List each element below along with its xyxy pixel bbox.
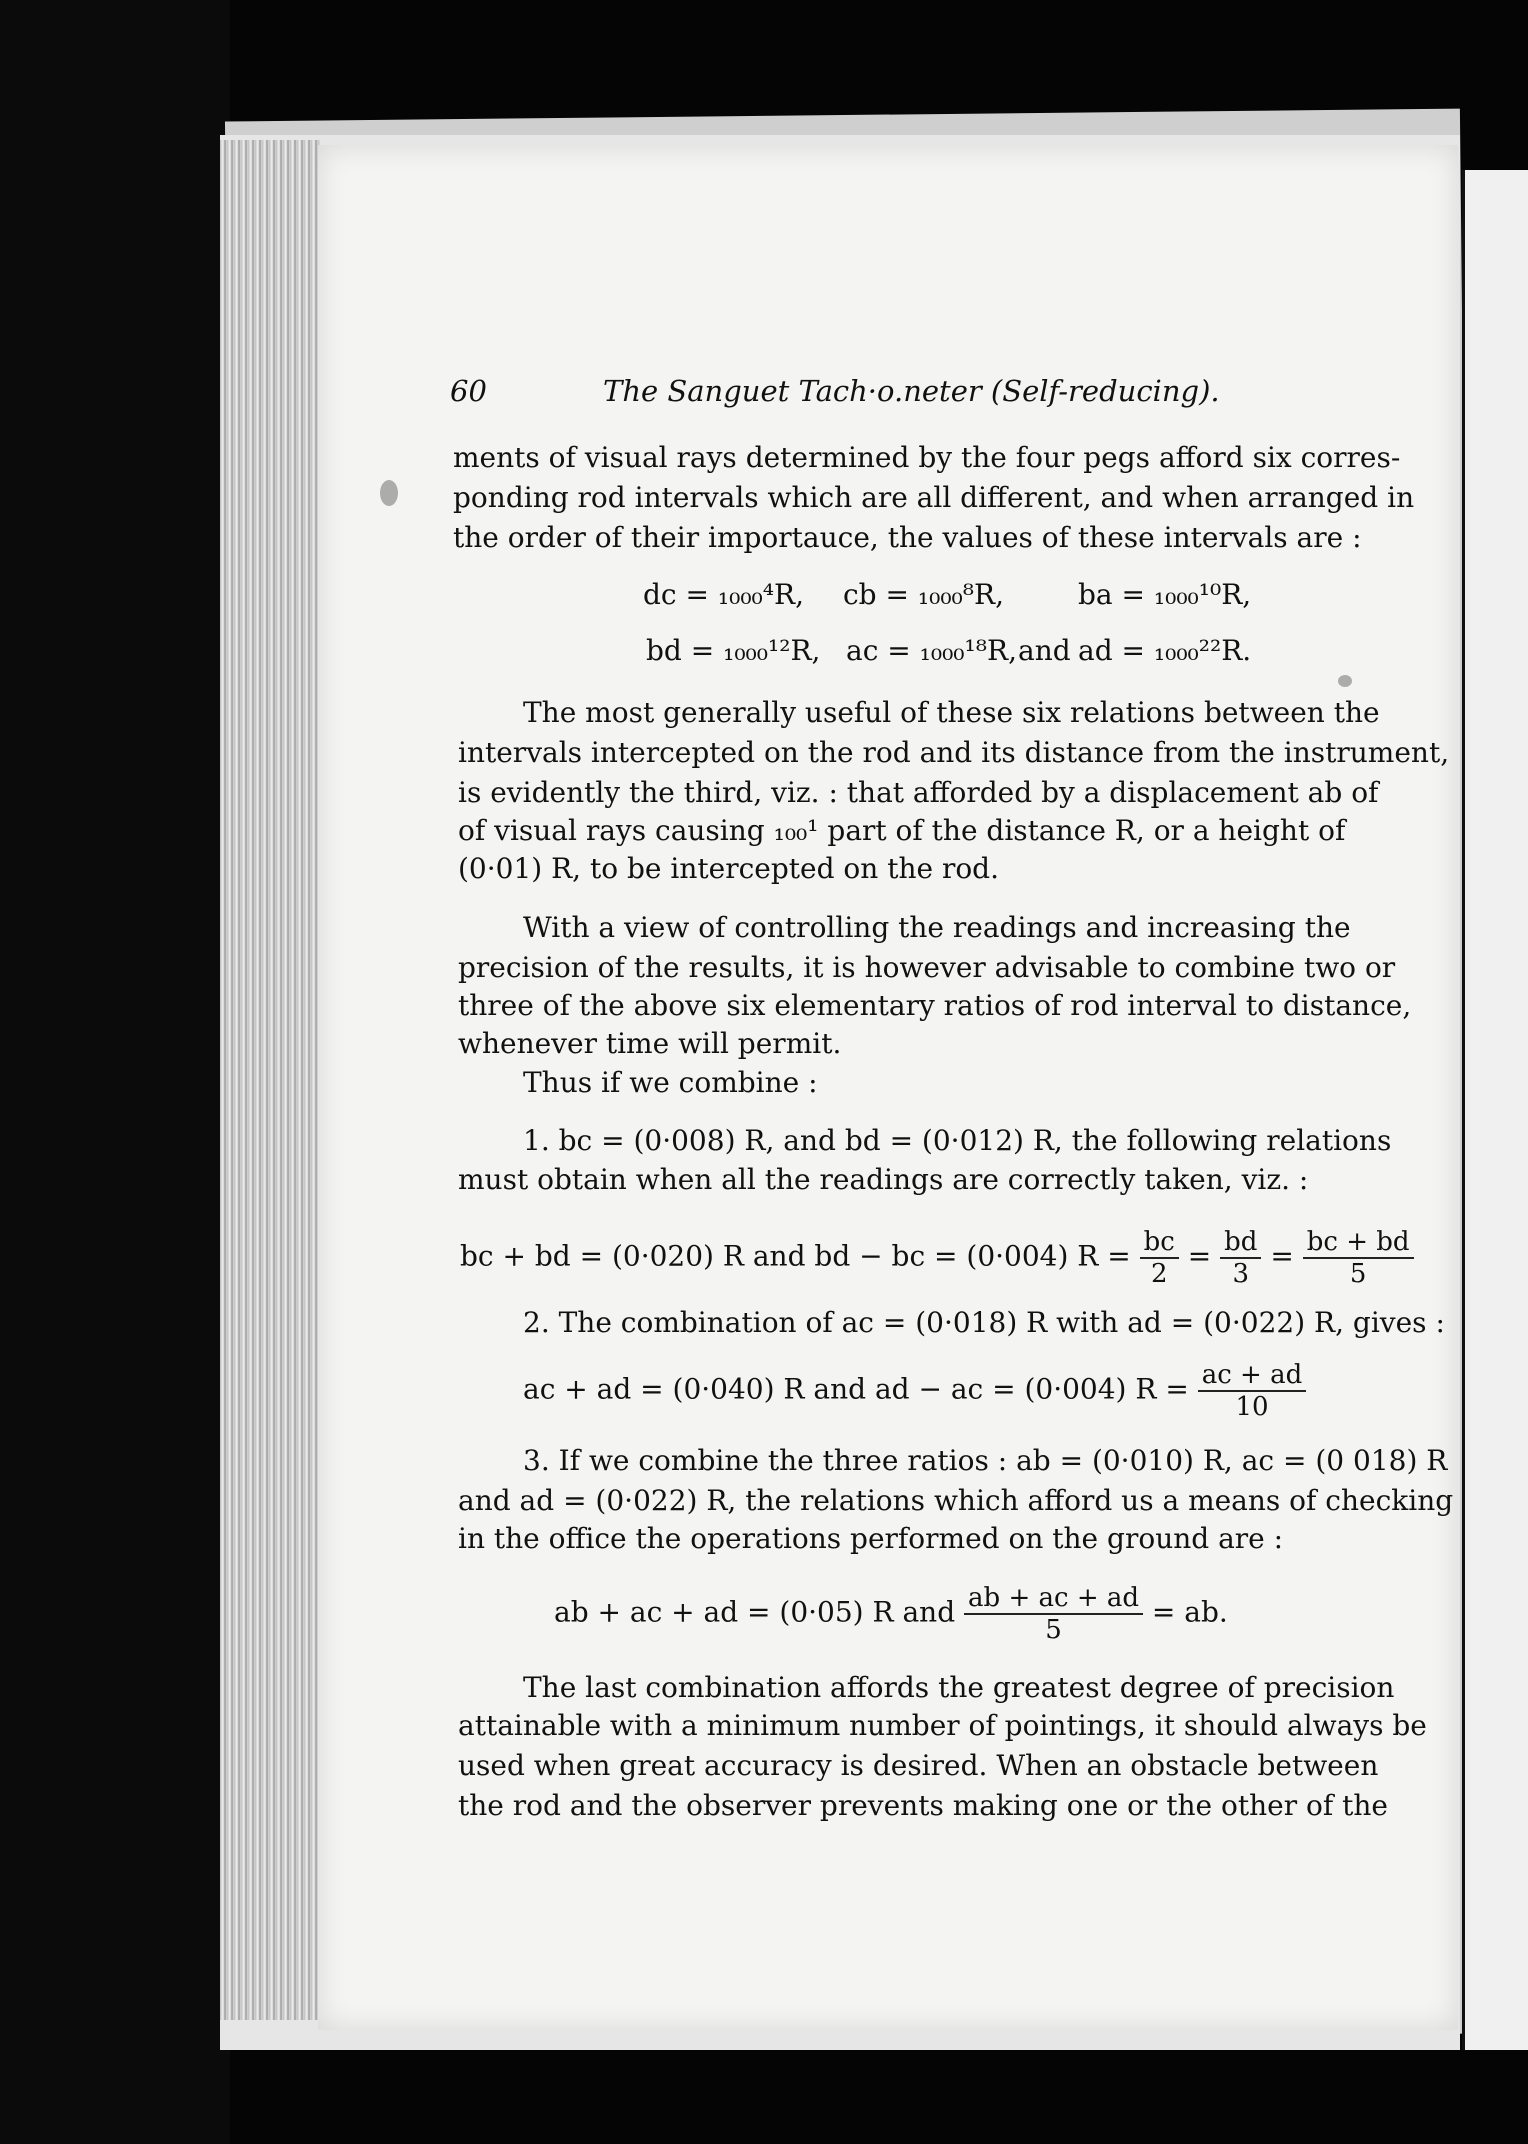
text-line: must obtain when all the readings are correctly taken, viz. : bbox=[458, 1163, 1309, 1196]
equation-4-left: ac + ad = (0·040) R and ad − ac = (0·004) R = bbox=[523, 1372, 1189, 1406]
text-line: With a view of controlling the readings and increasing the bbox=[523, 911, 1351, 944]
text-line: ments of visual rays determined by the four pegs afford six corres- bbox=[453, 441, 1401, 474]
page-edges bbox=[220, 140, 320, 2020]
book-page bbox=[318, 145, 1458, 2030]
equation-3: bc + bd = (0·020) R and bd − bc = (0·004) R = $\frac{bc}{2}$ = $\frac{bd}{3}$ = $\frac{bc + bd}{5}$ bbox=[460, 1227, 1414, 1289]
text-line: intervals intercepted on the rod and its distance from the instrument, bbox=[458, 736, 1450, 769]
book-spine-shadow bbox=[0, 0, 230, 2144]
equation-ba: ba = ₁₀₀₀¹⁰R, bbox=[1078, 578, 1252, 611]
ink-blot bbox=[1338, 675, 1352, 687]
text-line: in the office the operations performed on the ground are : bbox=[458, 1522, 1284, 1555]
equation-cb: cb = ₁₀₀₀⁸R, bbox=[843, 578, 1004, 611]
fraction-bc-2: $\frac{bc}{2}$ bbox=[1140, 1227, 1179, 1289]
text-line: the order of their importauce, the values of these intervals are : bbox=[453, 521, 1362, 554]
fraction-bd-3: $\frac{bd}{3}$ bbox=[1220, 1227, 1261, 1289]
thus-line: Thus if we combine : bbox=[523, 1066, 818, 1099]
ink-blot bbox=[380, 480, 398, 506]
equation-3-left: bc + bd = (0·020) R and bd − bc = (0·004) R = bbox=[460, 1239, 1131, 1273]
text-line: precision of the results, it is however advisable to combine two or bbox=[458, 951, 1396, 984]
equation-ac: ac = ₁₀₀₀¹⁸R, bbox=[846, 634, 1017, 667]
equation-5-right: = ab. bbox=[1151, 1595, 1228, 1629]
fraction-bc-bd-5: $\frac{bc + bd}{5}$ bbox=[1303, 1227, 1414, 1289]
text-line: 1. bc = (0·008) R, and bd = (0·012) R, the following relations bbox=[523, 1124, 1392, 1157]
text-line: The last combination affords the greatest degree of precision bbox=[523, 1671, 1395, 1704]
text-line: is evidently the third, viz. : that afforded by a displacement ab of bbox=[458, 776, 1379, 809]
text-line: (0·01) R, to be intercepted on the rod. bbox=[458, 852, 1000, 885]
equation-5-left: ab + ac + ad = (0·05) R and bbox=[554, 1595, 956, 1629]
text-line: three of the above six elementary ratios of rod interval to distance, bbox=[458, 989, 1412, 1022]
text-line: 3. If we combine the three ratios : ab = (0·010) R, ac = (0 018) R bbox=[523, 1444, 1448, 1477]
text-line: The most generally useful of these six relations between the bbox=[523, 696, 1380, 729]
equation-dc: dc = ₁₀₀₀⁴R, bbox=[643, 578, 804, 611]
text-line: of visual rays causing ₁₀₀¹ part of the distance R, or a height of bbox=[458, 814, 1346, 847]
fraction-sum-5: $\frac{ab + ac + ad}{5}$ bbox=[964, 1583, 1143, 1645]
fraction-ac-ad-10: $\frac{ac + ad}{10}$ bbox=[1198, 1360, 1307, 1422]
page-number: 60 bbox=[450, 374, 487, 408]
text-line: and ad = (0·022) R, the relations which afford us a means of checking bbox=[458, 1484, 1454, 1517]
text-line: the rod and the observer prevents making one or the other of the bbox=[458, 1789, 1388, 1822]
text-line: whenever time will permit. bbox=[458, 1027, 842, 1060]
running-title: The Sanguet Tach·o.neter (Self-reducing). bbox=[603, 374, 1220, 408]
equation-and: and bbox=[1018, 634, 1071, 667]
equation-bd: bd = ₁₀₀₀¹²R, bbox=[646, 634, 821, 667]
equation-4 bbox=[523, 1360, 1306, 1422]
equation-ad: ad = ₁₀₀₀²²R. bbox=[1078, 634, 1252, 667]
item-2: 2. The combination of ac = (0·018) R with ad = (0·022) R, gives : bbox=[523, 1306, 1445, 1339]
text-line: ponding rod intervals which are all different, and when arranged in bbox=[453, 481, 1415, 514]
equation-5 bbox=[554, 1583, 1228, 1645]
facing-page-edge bbox=[1462, 170, 1528, 2050]
text-line: attainable with a minimum number of pointings, it should always be bbox=[458, 1709, 1427, 1742]
text-line: used when great accuracy is desired. When an obstacle between bbox=[458, 1749, 1379, 1782]
